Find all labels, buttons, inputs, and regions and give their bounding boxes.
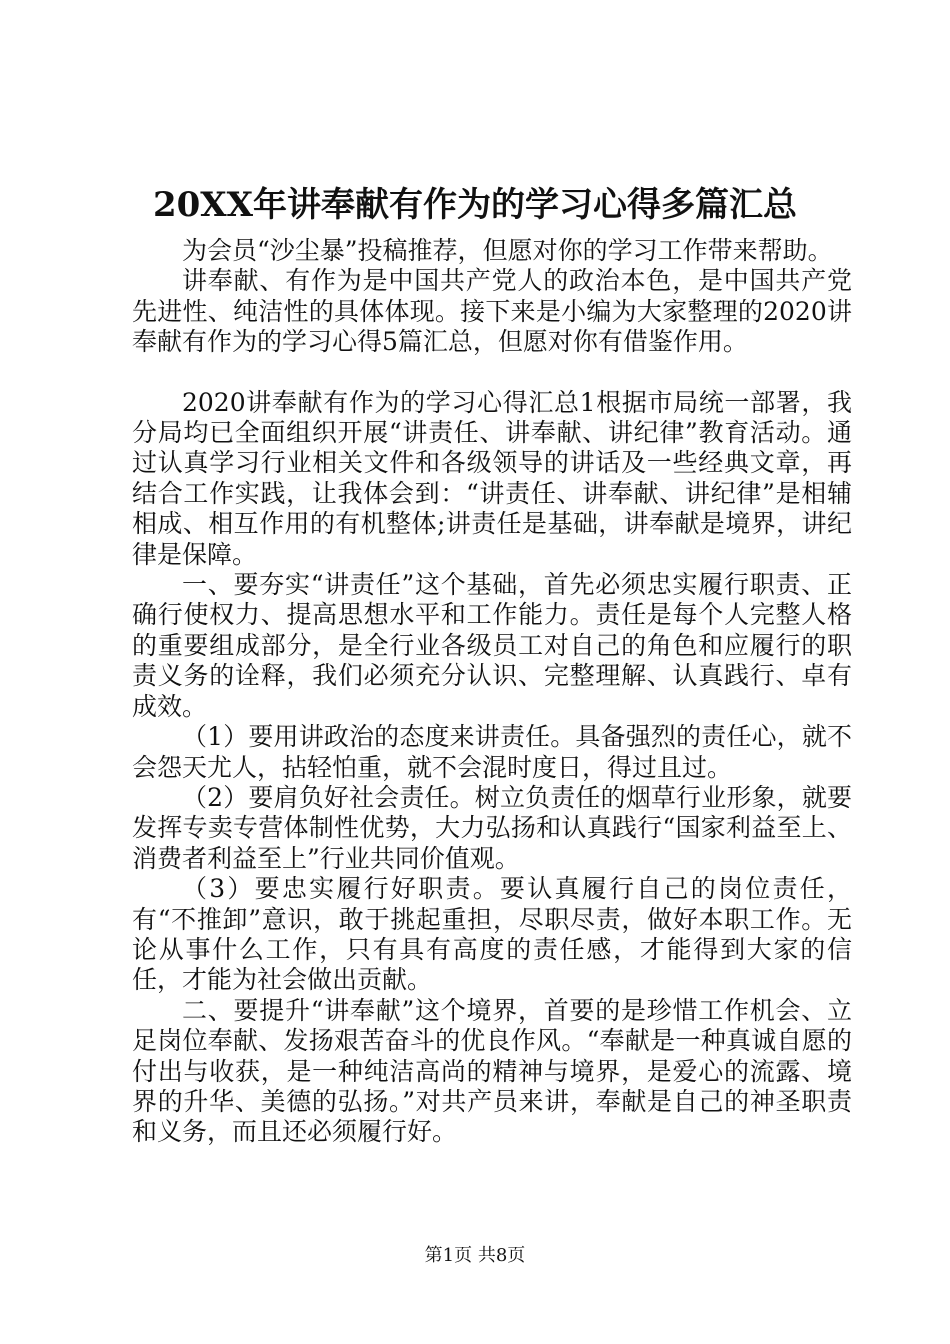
body-paragraph: 一、要夯实“讲责任”这个基础，首先必须忠实履行职责、正确行使权力、提高思想水平和工作能力。责任是每个人完整人格的重要组成部分，是全行业各级员工对自己的角色和应履行的职责义务的诠释，我们必须充分认识、完整理解、认真践行、卓有成效。 [132, 570, 852, 721]
page-indicator: 第1页 共8页 [424, 1245, 526, 1266]
paragraph-gap [132, 358, 852, 388]
document-title: 20XX年讲奉献有作为的学习心得多篇汇总 [152, 185, 798, 225]
body-paragraph: （1）要用讲政治的态度来讲责任。具备强烈的责任心，就不会怨天尤人，拈轻怕重，就不会混时度日，得过且过。 [132, 722, 852, 782]
document-body [132, 236, 852, 1148]
intro-paragraph-summary: 讲奉献、有作为是中国共产党人的政治本色，是中国共产党先进性、纯洁性的具体体现。接下来是小编为大家整理的2020讲奉献有作为的学习心得5篇汇总，但愿对你有借鉴作用。 [132, 266, 852, 357]
intro-paragraph-recommendation: 为会员“沙尘暴”投稿推荐，但愿对你的学习工作带来帮助。 [182, 236, 833, 265]
body-paragraph: 二、要提升“讲奉献”这个境界，首要的是珍惜工作机会、立足岗位奉献、发扬艰苦奋斗的优良作风。“奉献是一种真诚自愿的付出与收获，是一种纯洁高尚的精神与境界，是爱心的流露、境界的升华、美德的弘扬。”对共产员来讲，奉献是自己的神圣职责和义务，而且还必须履行好。 [132, 995, 852, 1147]
body-paragraph: （2）要肩负好社会责任。树立负责任的烟草行业形象，就要发挥专卖专营体制性优势，大力弘扬和认真践行“国家利益至上、消费者利益至上”行业共同价值观。 [132, 782, 852, 873]
body-paragraph: 2020讲奉献有作为的学习心得汇总1根据市局统一部署，我分局均已全面组织开展“讲责任、讲奉献、讲纪律”教育活动。通过认真学习行业相关文件和各级领导的讲话及一些经典文章，再结合工作实践，让我体会到：“讲责任、讲奉献、讲纪律”是相辅相成、相互作用的有机整体;讲责任是基础，讲奉献是境界，讲纪律是保障。 [132, 387, 852, 569]
body-paragraph: （3）要忠实履行好职责。要认真履行自己的岗位责任，有“不推卸”意识，敢于挑起重担，尽职尽责，做好本职工作。无论从事什么工作，只有具有高度的责任感，才能得到大家的信任，才能为社会做出贡献。 [132, 874, 852, 995]
